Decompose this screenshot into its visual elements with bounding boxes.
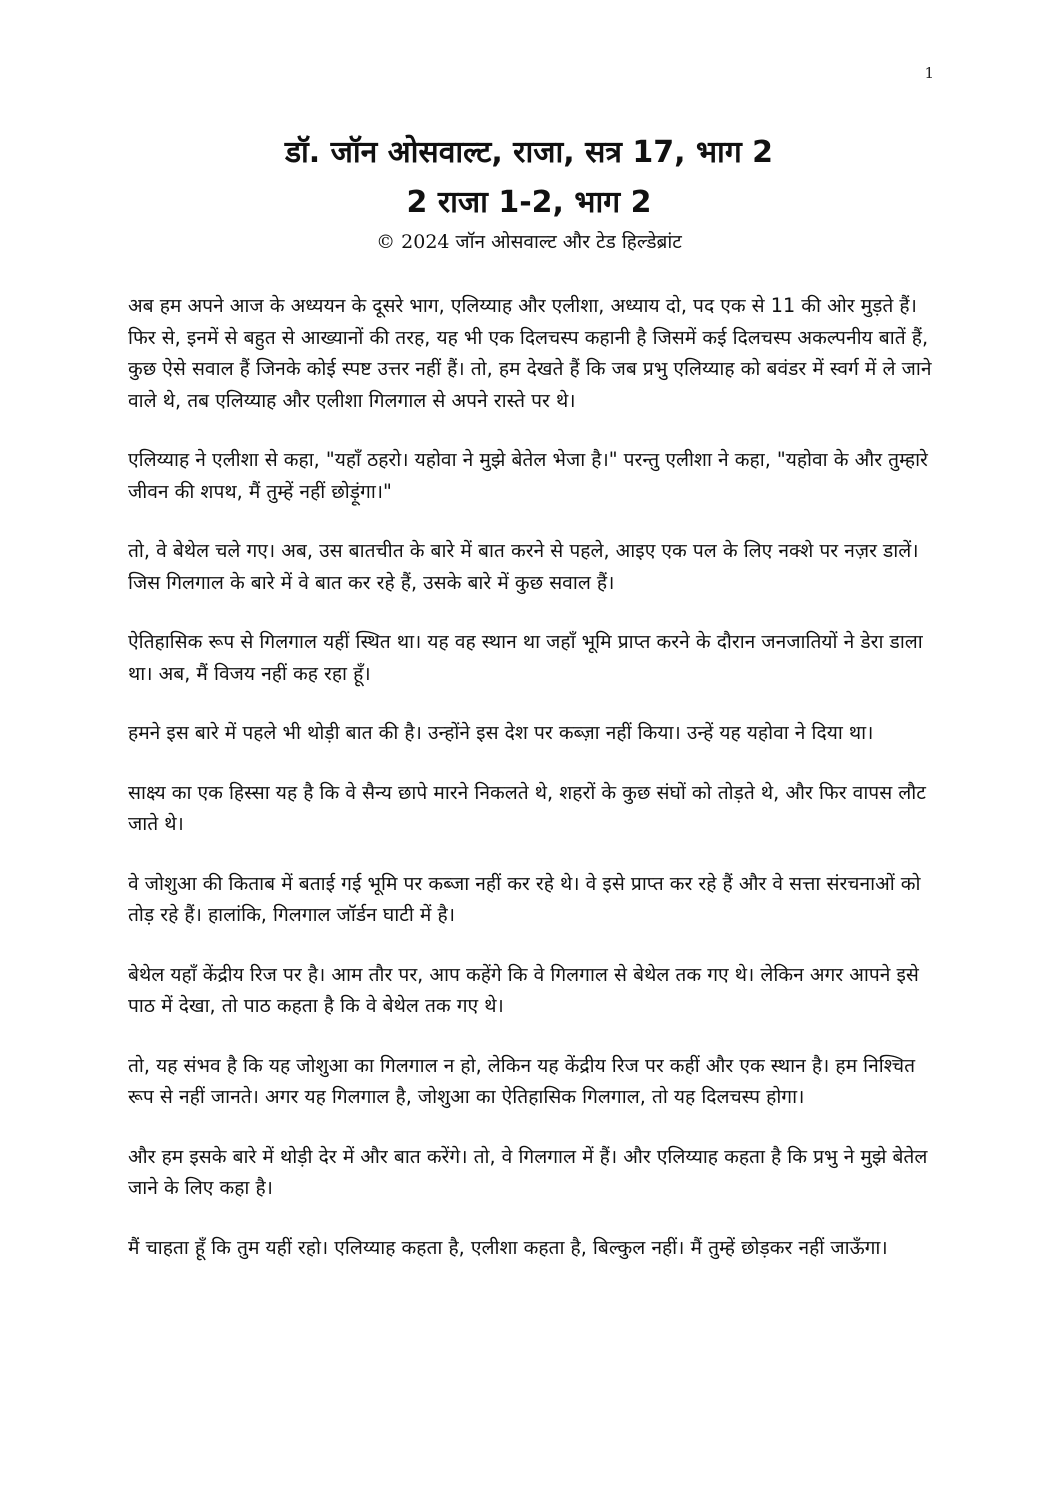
paragraph: हमने इस बारे में पहले भी थोड़ी बात की है। उन्होंने इस देश पर कब्ज़ा नहीं किया। उन्हें यह यहोवा ने दिया था। bbox=[128, 721, 874, 744]
paragraph: एलिय्याह ने एलीशा से कहा, "यहाँ ठहरो। यहोवा ने मुझे बेतेल भेजा है।" परन्तु एलीशा ने कहा, "यहोवा के और तुम्हारे जीवन की शपथ, मैं तुम्हें नहीं छोड़ूंगा।" bbox=[128, 448, 928, 503]
paragraph: और हम इसके बारे में थोड़ी देर में और बात करेंगे। तो, वे गिलगाल में हैं। और एलिय्याह कहता है कि प्रभु ने मुझे बेतेल जाने के लिए कहा है। bbox=[128, 1144, 928, 1199]
paragraph: वे जोशुआ की किताब में बताई गई भूमि पर कब्जा नहीं कर रहे थे। वे इसे प्राप्त कर रहे हैं और वे सत्ता संरचनाओं को तोड़ रहे हैं। हालांकि, गिलगाल जॉर्डन घाटी में है। bbox=[128, 871, 921, 926]
paragraph: मैं चाहता हूँ कि तुम यहीं रहो। एलिय्याह कहता है, एलीशा कहता है, बिल्कुल नहीं। मैं तुम्हें छोड़कर नहीं जाऊँगा। bbox=[128, 1235, 888, 1259]
paragraph: तो, वे बेथेल चले गए। अब, उस बातचीत के बारे में बात करने से पहले, आइए एक पल के लिए नक्शे पर नज़र डालें। जिस गिलगाल के बारे में वे बात कर रहे हैं, उसके बारे में कुछ सवाल हैं। bbox=[128, 539, 919, 594]
paragraph: तो, यह संभव है कि यह जोशुआ का गिलगाल न हो, लेकिन यह केंद्रीय रिज पर कहीं और एक स्थान है। हम निश्चित रूप से नहीं जानते। अगर यह गिलगाल है, जोशुआ का ऐतिहासिक गिलगाल, तो यह दिलचस्प होगा। bbox=[128, 1053, 916, 1108]
paragraph: ऐतिहासिक रूप से गिलगाल यहीं स्थित था। यह वह स्थान था जहाँ भूमि प्राप्त करने के दौरान जनजातियों ने डेरा डाला था। अब, मैं विजय नहीं कह रहा हूँ। bbox=[128, 630, 923, 685]
document-title: डॉ. जॉन ओसवाल्ट, राजा, सत्र 17, भाग 2 bbox=[284, 135, 774, 170]
paragraph: अब हम अपने आज के अध्ययन के दूसरे भाग, एलिय्याह और एलीशा, अध्याय दो, पद एक से 11 की ओर मुड़ते हैं। फिर से, इनमें से बहुत से आख्यानों की तरह, यह भी एक दिलचस्प कहानी है जिसमें कई दिलचस्प अकल्पनीय बातें हैं, कुछ ऐसे सवाल हैं जिनके कोई स्पष्ट उत्तर नहीं हैं। तो, हम देखते हैं कि जब प्रभु एलिय्याह को बवंडर में स्वर्ग में ले जाने वाले थे, तब एलिय्याह और एलीशा गिलगाल से अपने रास्ते पर थे। bbox=[128, 294, 932, 412]
document-subtitle: 2 राजा 1-2, भाग 2 bbox=[406, 185, 652, 220]
transcript-body bbox=[128, 290, 932, 1291]
paragraph: बेथेल यहाँ केंद्रीय रिज पर है। आम तौर पर, आप कहेंगे कि वे गिलगाल से बेथेल तक गए थे। लेकिन अगर आपने इसे पाठ में देखा, तो पाठ कहता है कि वे बेथेल तक गए थे। bbox=[128, 962, 919, 1017]
page-number: 1 bbox=[924, 64, 934, 82]
paragraph: साक्ष्य का एक हिस्सा यह है कि वे सैन्य छापे मारने निकलते थे, शहरों के कुछ संघों को तोड़ते थे, और फिर वापस लौट जाते थे। bbox=[128, 780, 926, 835]
copyright-line: © 2024 जॉन ओसवाल्ट और टेड हिल्डेब्रांट bbox=[376, 231, 682, 253]
title-block bbox=[0, 128, 1058, 256]
